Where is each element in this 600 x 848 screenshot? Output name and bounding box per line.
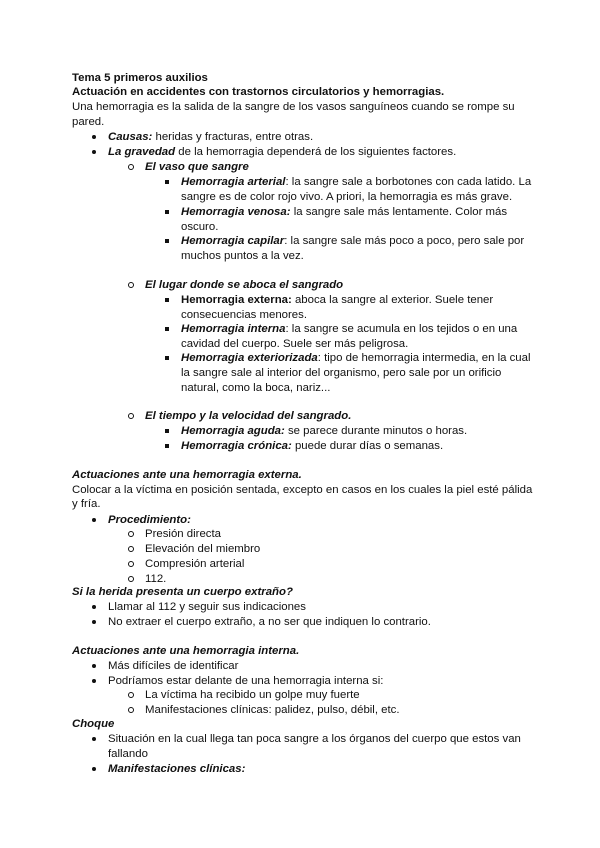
bullet-circle-icon (128, 282, 134, 288)
causas-text: heridas y fracturas, entre otras. (152, 131, 314, 143)
capilar-text-2: muchos puntos a la vez. (181, 250, 304, 262)
cronica-item (181, 439, 443, 453)
choque-manifestaciones: Manifestaciones clínicas: (108, 763, 246, 775)
exteriorizada-text-2: la sangre sale al interior del organismo, pero sale por un orificio (181, 367, 502, 379)
externa-section-heading: Actuaciones ante una hemorragia externa. (72, 469, 302, 481)
aguda-label: Hemorragia aguda: (181, 425, 285, 437)
bullet-square-icon (165, 356, 169, 360)
choque-line-1: Situación en la cual llega tan poca sangre a los órganos del cuerpo que estos van (108, 733, 521, 745)
aguda-text: se parece durante minutos o horas. (284, 425, 468, 437)
exteriorizada-text-3: natural, como la boca, nariz... (181, 382, 331, 394)
gravedad-text: de la hemorragia dependerá de los siguientes factores. (175, 146, 457, 158)
venosa-item (181, 205, 507, 219)
intro-line-2: pared. (72, 116, 105, 128)
bullet-disc-icon (92, 135, 96, 139)
gravedad-item (108, 145, 456, 159)
bullet-square-icon (165, 444, 169, 448)
exteriorizada-text: : tipo de hemorragia intermedia, en la cual (317, 352, 531, 364)
bullet-disc-icon (92, 518, 96, 522)
venosa-text-2: oscuro. (181, 221, 219, 233)
bullet-disc-icon (92, 679, 96, 683)
cronica-text: puede durar días o semanas. (291, 440, 444, 452)
bullet-disc-icon (92, 620, 96, 624)
bullet-circle-icon (128, 546, 134, 552)
bullet-disc-icon (92, 664, 96, 668)
bullet-circle-icon (128, 531, 134, 537)
intro-line-1: Una hemorragia es la salida de la sangre de los vasos sanguíneos cuando se rompe su (72, 101, 515, 113)
step-item: Elevación del miembro (145, 543, 261, 555)
interna-label: Hemorragia interna (181, 323, 286, 335)
extrano-item: No extraer el cuerpo extraño, a no ser que indiquen lo contrario. (108, 616, 431, 628)
capilar-text: : la sangre sale más poco a poco, pero sale por (284, 235, 525, 247)
procedimiento-label: Procedimiento: (108, 514, 191, 526)
lugar-heading: El lugar donde se aboca el sangrado (145, 279, 344, 291)
bullet-square-icon (165, 180, 169, 184)
interna-sub-item: La víctima ha recibido un golpe muy fuerte (145, 689, 360, 701)
bullet-disc-icon (92, 767, 96, 771)
interna-text: : la sangre se acumula en los tejidos o en una (285, 323, 518, 335)
choque-heading: Choque (72, 718, 115, 730)
extrano-heading: Si la herida presenta un cuerpo extraño? (72, 586, 293, 598)
interna-section-heading: Actuaciones ante una hemorragia interna. (72, 645, 300, 657)
externa-label: Hemorragia externa: (181, 294, 292, 306)
venosa-label: Hemorragia venosa: (181, 206, 291, 218)
bullet-circle-icon (128, 707, 134, 713)
causas-label: Causas: (108, 131, 153, 143)
bullet-circle-icon (128, 576, 134, 582)
externa-text-2: consecuencias menores. (181, 309, 307, 321)
gravedad-label: La gravedad (108, 146, 176, 158)
bullet-square-icon (165, 210, 169, 214)
arterial-text: : la sangre sale a borbotones con cada latido. La (285, 176, 532, 188)
interna-section-item: Más difíciles de identificar (108, 660, 239, 672)
interna-sub-item: Manifestaciones clínicas: palidez, pulso, débil, etc. (145, 704, 400, 716)
bullet-circle-icon (128, 413, 134, 419)
step-item: Compresión arterial (145, 558, 245, 570)
arterial-label: Hemorragia arterial (181, 176, 286, 188)
aguda-item (181, 424, 467, 438)
arterial-text-2: sangre es de color rojo vivo. A priori, la hemorragia es más grave. (181, 191, 513, 203)
externa-section-line-1: Colocar a la víctima en posición sentada, excepto en casos en los cuales la piel esté pálida (72, 484, 533, 496)
step-item: 112. (145, 573, 167, 585)
interna-section-item: Podríamos estar delante de una hemorragia interna si: (108, 675, 384, 687)
bullet-square-icon (165, 298, 169, 302)
interna-item (181, 322, 517, 336)
bullet-square-icon (165, 429, 169, 433)
bullet-square-icon (165, 239, 169, 243)
capilar-item (181, 234, 524, 248)
extrano-item: Llamar al 112 y seguir sus indicaciones (108, 601, 306, 613)
externa-item (181, 293, 493, 307)
document-title: Tema 5 primeros auxilios (72, 72, 208, 84)
bullet-disc-icon (92, 150, 96, 154)
arterial-item (181, 175, 531, 189)
exteriorizada-label: Hemorragia exteriorizada (181, 352, 318, 364)
choque-line-2: fallando (108, 748, 148, 760)
bullet-circle-icon (128, 692, 134, 698)
exteriorizada-item (181, 351, 531, 365)
bullet-disc-icon (92, 737, 96, 741)
vaso-heading: El vaso que sangre (145, 161, 249, 173)
causas-item (108, 130, 313, 144)
venosa-text: la sangre sale más lentamente. Color más (290, 206, 508, 218)
bullet-circle-icon (128, 164, 134, 170)
document-subtitle: Actuación en accidentes con trastornos circulatorios y hemorragias. (72, 86, 445, 98)
bullet-disc-icon (92, 605, 96, 609)
tiempo-heading: El tiempo y la velocidad del sangrado. (145, 410, 352, 422)
step-item: Presión directa (145, 528, 221, 540)
externa-text: aboca la sangre al exterior. Suele tener (291, 294, 494, 306)
externa-section-line-2: y fría. (72, 498, 101, 510)
capilar-label: Hemorragia capilar (181, 235, 285, 247)
bullet-circle-icon (128, 561, 134, 567)
interna-text-2: cavidad del cuerpo. Suele ser más peligrosa. (181, 338, 409, 350)
cronica-label: Hemorragia crónica: (181, 440, 292, 452)
bullet-square-icon (165, 327, 169, 331)
